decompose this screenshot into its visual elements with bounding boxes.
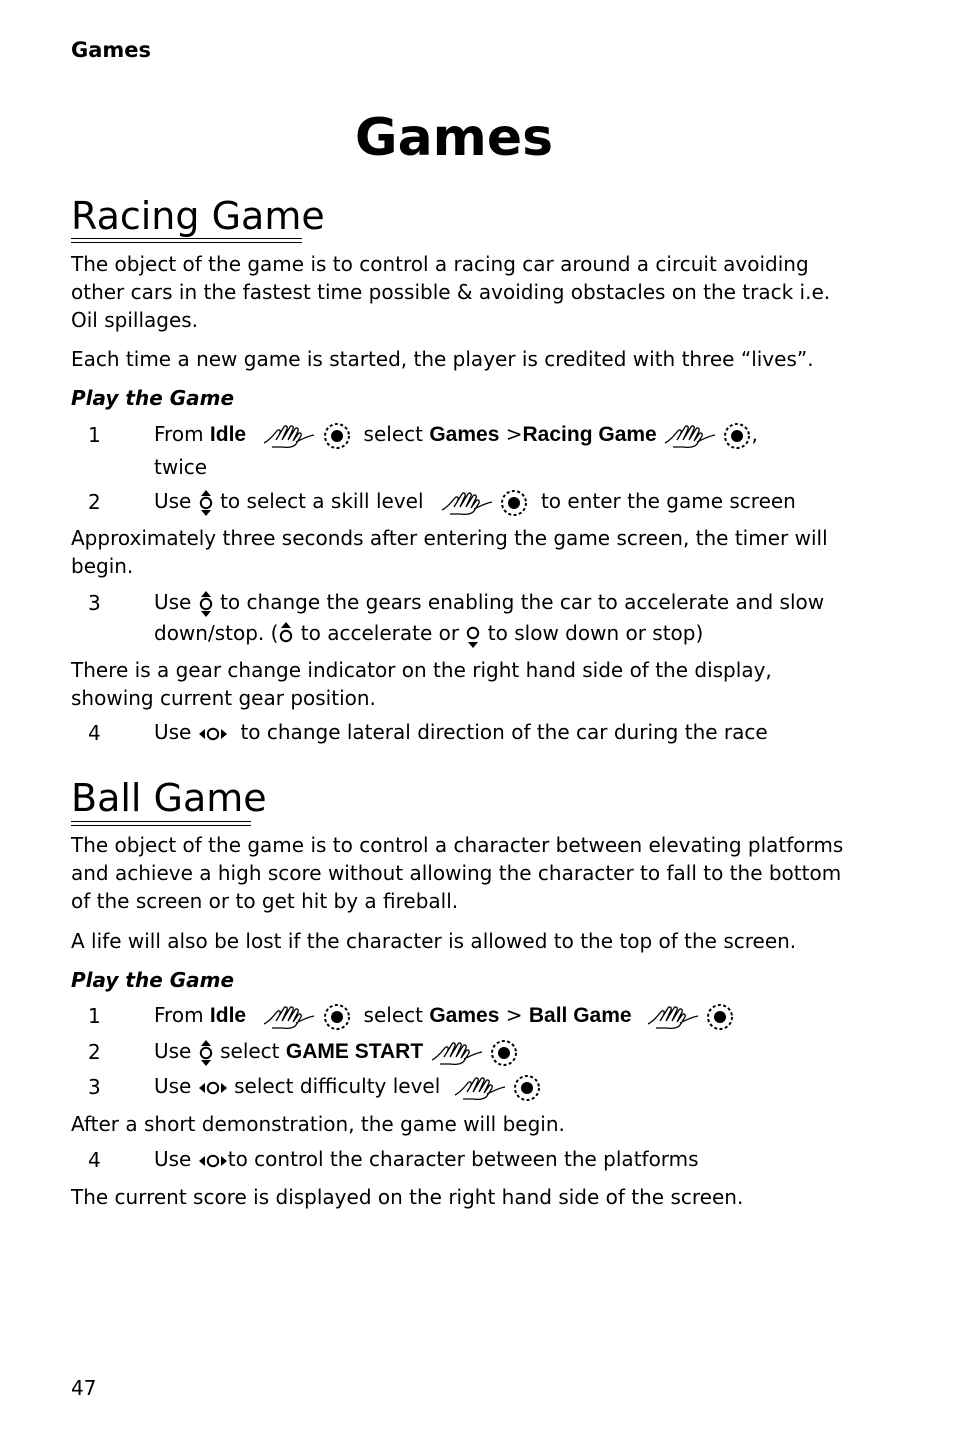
ball-step-3: Use select difficulty level [154,1071,854,1102]
racing-play-subheading: Play the Game [71,386,235,410]
step-number: 4 [88,721,101,745]
page-title: Games [354,108,554,168]
nav-down-icon [465,621,481,649]
racing-step-3-cont: down/stop. ( to accelerate or to slow down or stop) [154,618,854,649]
nav-up-icon [278,621,294,649]
ball-demo-paragraph: After a short demonstration, the game will begin. [71,1112,565,1136]
racing-intro-paragraph: The object of the game is to control a racing car around a circuit avoiding other cars in the fastest time possible & avoiding obstacles on the track i.e. Oil spillages. [71,252,831,332]
ball-step-2: Use select GAME START [154,1036,854,1067]
racing-lives-paragraph: Each time a new game is started, the player is credited with three “lives”. [71,347,814,371]
ball-step-1: From Idle select Games > Ball Game [154,1000,854,1031]
racing-step-2: Use to select a skill level to enter the game screen [154,486,854,517]
section-underline [71,242,302,243]
select-key-icon [323,422,351,450]
nav-left-right-icon [198,1153,228,1169]
ball-step-4: Use to control the character between the platforms [154,1147,699,1171]
running-header: Games [71,38,152,62]
nav-left-right-icon [198,726,228,742]
step-number: 2 [88,1040,101,1064]
page-number: 47 [71,1376,97,1400]
section-underline [71,821,251,822]
select-key-icon [706,1003,734,1031]
press-hand-icon [453,1075,507,1101]
section-underline [71,825,251,826]
step-number: 1 [88,423,101,447]
step-number: 2 [88,490,101,514]
ball-life-paragraph: A life will also be lost if the character is allowed to the top of the screen. [71,929,797,953]
press-hand-icon [430,1040,484,1066]
racing-section-title: Racing Game [71,194,325,238]
step-number: 4 [88,1148,101,1172]
select-key-icon [490,1039,518,1067]
step-number: 3 [88,591,101,615]
nav-up-down-icon [198,489,214,517]
racing-step-1: From Idle select Games >Racing Game , [154,419,854,450]
ball-play-subheading: Play the Game [71,968,235,992]
press-hand-icon [663,423,717,449]
racing-step-3: Use to change the gears enabling the car to accelerate and slow [154,587,854,618]
racing-step-4: Use to change lateral direction of the car during the race [154,720,768,744]
ball-section-title: Ball Game [71,776,267,820]
select-key-icon [723,422,751,450]
nav-up-down-icon [198,1039,214,1067]
ball-intro-paragraph: The object of the game is to control a character between elevating platforms and achieve a high score without allowing the character to fall to the bottom of the screen or to get hit by a fireball. [71,833,844,913]
step-number: 1 [88,1004,101,1028]
press-hand-icon [646,1004,700,1030]
select-key-icon [513,1074,541,1102]
press-hand-icon [262,1004,316,1030]
select-key-icon [323,1003,351,1031]
nav-left-right-icon [198,1080,228,1096]
racing-step-1-cont: twice [154,455,208,479]
step-number: 3 [88,1075,101,1099]
ball-score-paragraph: The current score is displayed on the right hand side of the screen. [71,1185,744,1209]
select-key-icon [500,489,528,517]
nav-up-down-icon [198,590,214,618]
press-hand-icon [440,490,494,516]
racing-timer-paragraph: Approximately three seconds after entering the game screen, the timer will begin. [71,526,828,578]
press-hand-icon [262,423,316,449]
racing-gear-paragraph: There is a gear change indicator on the right hand side of the display, showing current gear position. [71,658,772,710]
section-underline [71,238,302,239]
